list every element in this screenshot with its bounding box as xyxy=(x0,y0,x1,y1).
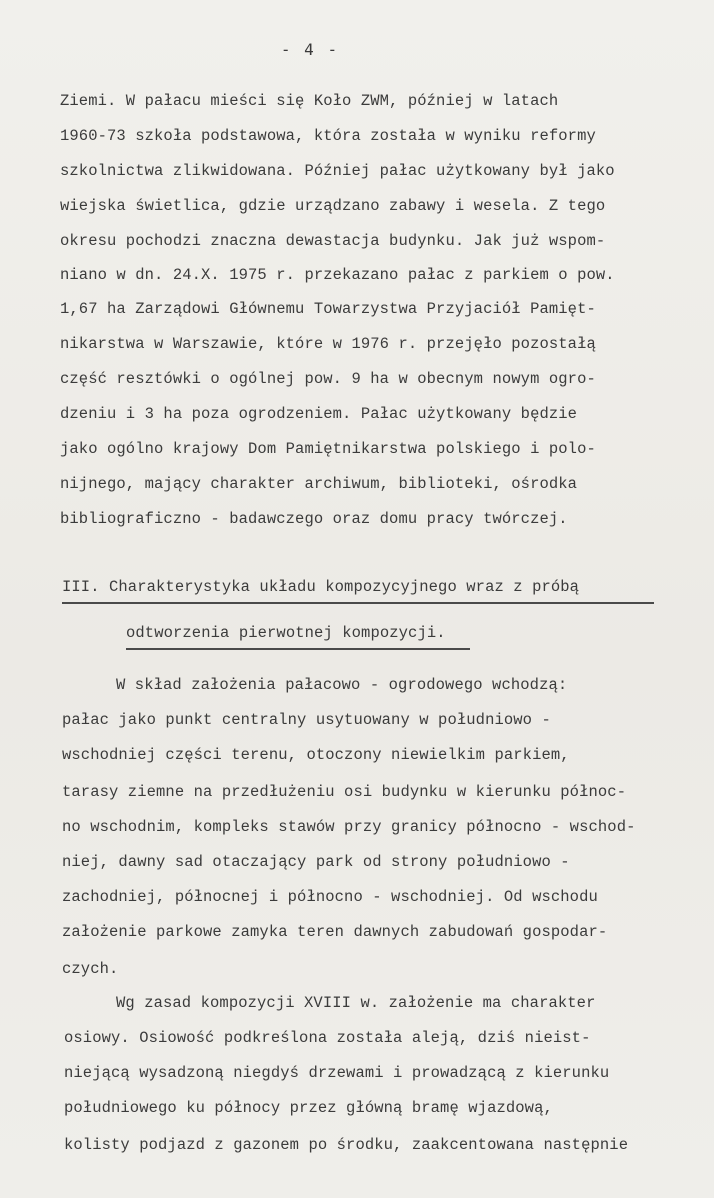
text-line: czych. xyxy=(62,960,119,978)
text-line: jako ogólno krajowy Dom Pamiętnikarstwa polskiego i polo- xyxy=(60,440,596,458)
text-line: Wg zasad kompozycji XVIII w. założenie ma charakter xyxy=(116,994,596,1012)
page-number: - 4 - xyxy=(280,40,340,59)
text-line: nikarstwa w Warszawie, które w 1976 r. przejęło pozostałą xyxy=(60,335,596,353)
text-line: niej, dawny sad otaczający park od strony południowo - xyxy=(62,853,570,871)
text-line: Ziemi. W pałacu mieści się Koło ZWM, później w latach xyxy=(60,92,559,110)
text-line: 1960-73 szkoła podstawowa, która została w wyniku reformy xyxy=(60,127,596,145)
text-line: tarasy ziemne na przedłużeniu osi budynku w kierunku północ- xyxy=(62,783,627,801)
text-line: nijnego, mający charakter archiwum, biblioteki, ośrodka xyxy=(60,475,578,493)
text-line: no wschodnim, kompleks stawów przy granicy północno - wschod- xyxy=(62,818,636,836)
text-line: część resztówki o ogólnej pow. 9 ha w obecnym nowym ogro- xyxy=(60,370,596,388)
text-line: W skład założenia pałacowo - ogrodowego wchodzą: xyxy=(116,676,568,694)
text-line: pałac jako punkt centralny usytuowany w południowo - xyxy=(62,711,551,729)
text-line: osiowy. Osiowość podkreślona została aleją, dziś nieist- xyxy=(64,1029,591,1047)
text-line: niejącą wysadzoną niegdyś drzewami i prowadzącą z kierunku xyxy=(64,1064,610,1082)
text-line: wiejska świetlica, gdzie urządzano zabawy i wesela. Z tego xyxy=(60,197,606,215)
text-line: założenie parkowe zamyka teren dawnych zabudowań gospodar- xyxy=(62,923,608,941)
text-line: kolisty podjazd z gazonem po środku, zaakcentowana następnie xyxy=(64,1136,629,1154)
text-line: zachodniej, północnej i północno - wschodniej. Od wschodu xyxy=(62,888,598,906)
text-line: bibliograficzno - badawczego oraz domu pracy twórczej. xyxy=(60,510,568,528)
text-line: niano w dn. 24.X. 1975 r. przekazano pałac z parkiem o pow. xyxy=(60,266,615,284)
section-heading-line: III. Charakterystyka układu kompozycyjnego wraz z próbą xyxy=(62,578,580,596)
text-line: 1,67 ha Zarządowi Głównemu Towarzystwa Przyjaciół Pamięt- xyxy=(60,300,596,318)
text-line: okresu pochodzi znaczna dewastacja budynku. Jak już wspom- xyxy=(60,232,606,250)
text-line: dzeniu i 3 ha poza ogrodzeniem. Pałac użytkowany będzie xyxy=(60,405,578,423)
text-line: południowego ku północy przez główną bramę wjazdową, xyxy=(64,1099,553,1117)
text-line: wschodniej części terenu, otoczony niewielkim parkiem, xyxy=(62,746,570,764)
text-line: szkolnictwa zlikwidowana. Później pałac użytkowany był jako xyxy=(60,162,615,180)
heading-underline xyxy=(126,648,470,650)
section-heading-line: odtworzenia pierwotnej kompozycji. xyxy=(126,624,446,642)
heading-underline xyxy=(62,602,654,604)
